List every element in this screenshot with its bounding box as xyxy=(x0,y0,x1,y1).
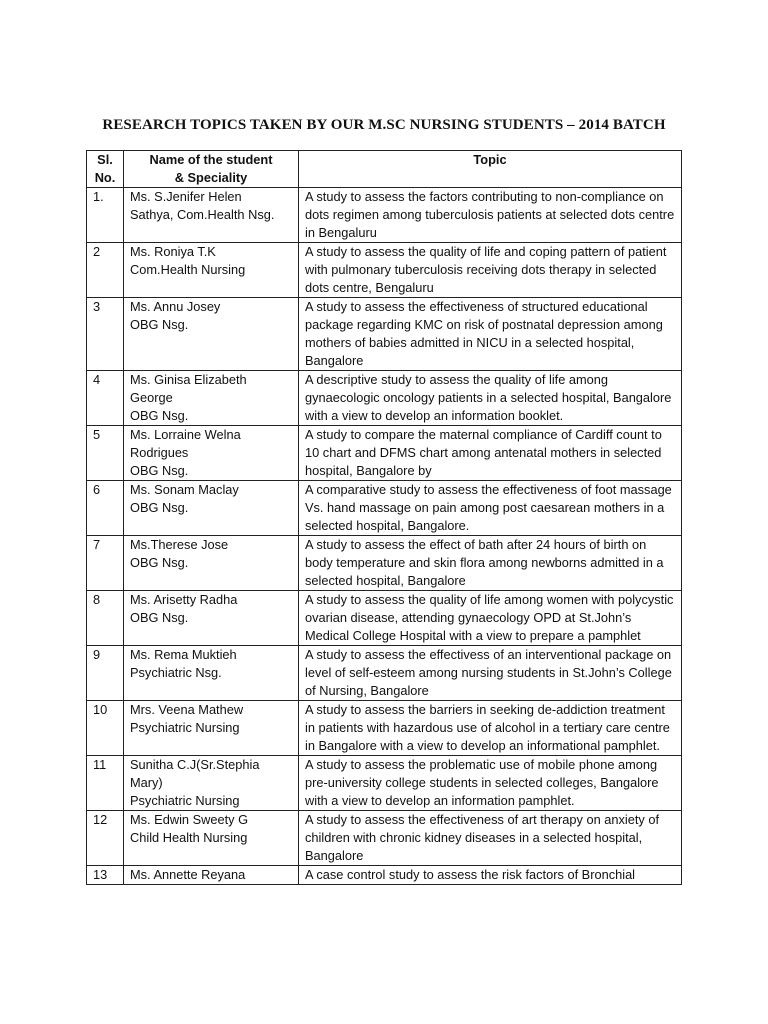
cell-sl-no: 8 xyxy=(87,591,124,646)
cell-topic: A study to compare the maternal compliance of Cardiff count to 10 chart and DFMS chart among antenatal mothers in selected hospital, Bangalore by xyxy=(299,426,682,481)
table-row xyxy=(87,591,682,646)
cell-topic: A study to assess the factors contributing to non-compliance on dots regimen among tuberculosis patients at selected dots centre in Bengaluru xyxy=(299,188,682,243)
cell-topic: A study to assess the problematic use of mobile phone among pre-university college students in selected colleges, Bangalore with a view to develop an information pamphlet. xyxy=(299,756,682,811)
cell-student-name: Mrs. Veena Mathew Psychiatric Nursing xyxy=(124,701,299,756)
table-row xyxy=(87,188,682,243)
table-row xyxy=(87,298,682,371)
cell-topic: A study to assess the barriers in seeking de-addiction treatment in patients with hazardous use of alcohol in a tertiary care centre in Bangalore with a view to develop an informational pamphlet. xyxy=(299,701,682,756)
table-row xyxy=(87,371,682,426)
cell-sl-no: 5 xyxy=(87,426,124,481)
cell-sl-no: 11 xyxy=(87,756,124,811)
cell-sl-no: 9 xyxy=(87,646,124,701)
table-row xyxy=(87,426,682,481)
cell-student-name: Ms. Edwin Sweety G Child Health Nursing xyxy=(124,811,299,866)
cell-student-name: Ms. Lorraine Welna Rodrigues OBG Nsg. xyxy=(124,426,299,481)
cell-sl-no: 4 xyxy=(87,371,124,426)
cell-student-name: Ms. Roniya T.K Com.Health Nursing xyxy=(124,243,299,298)
table-row xyxy=(87,243,682,298)
header-sl-no: Sl. No. xyxy=(87,151,124,188)
cell-student-name: Ms. Arisetty Radha OBG Nsg. xyxy=(124,591,299,646)
cell-student-name: Ms. Annu Josey OBG Nsg. xyxy=(124,298,299,371)
table-row xyxy=(87,536,682,591)
cell-topic: A study to assess the effectivess of an interventional package on level of self-esteem among nursing students in St.John’s College of Nursing, Bangalore xyxy=(299,646,682,701)
research-topics-table xyxy=(86,150,682,885)
cell-sl-no: 1. xyxy=(87,188,124,243)
cell-topic: A descriptive study to assess the quality of life among gynaecologic oncology patients in a selected hospital, Bangalore with a view to develop an information booklet. xyxy=(299,371,682,426)
cell-student-name: Ms. Ginisa Elizabeth George OBG Nsg. xyxy=(124,371,299,426)
cell-student-name: Ms.Therese Jose OBG Nsg. xyxy=(124,536,299,591)
cell-topic: A study to assess the quality of life and coping pattern of patient with pulmonary tuberculosis receiving dots therapy in selected dots centre, Bengaluru xyxy=(299,243,682,298)
cell-sl-no: 13 xyxy=(87,866,124,885)
cell-student-name: Ms. S.Jenifer Helen Sathya, Com.Health Nsg. xyxy=(124,188,299,243)
cell-topic: A comparative study to assess the effectiveness of foot massage Vs. hand massage on pain among post caesarean mothers in a selected hospital, Bangalore. xyxy=(299,481,682,536)
cell-sl-no: 12 xyxy=(87,811,124,866)
table-row xyxy=(87,866,682,885)
header-student-name: Name of the student & Speciality xyxy=(124,151,299,188)
table-row xyxy=(87,756,682,811)
table-row xyxy=(87,646,682,701)
cell-topic: A study to assess the effect of bath after 24 hours of birth on body temperature and skin flora among newborns admitted in a selected hospital, Bangalore xyxy=(299,536,682,591)
table-header-row xyxy=(87,151,682,188)
cell-sl-no: 7 xyxy=(87,536,124,591)
document-title: RESEARCH TOPICS TAKEN BY OUR M.SC NURSING STUDENTS – 2014 BATCH xyxy=(102,117,666,133)
cell-sl-no: 3 xyxy=(87,298,124,371)
table-row xyxy=(87,481,682,536)
cell-topic: A study to assess the effectiveness of art therapy on anxiety of children with chronic kidney diseases in a selected hospital, Bangalore xyxy=(299,811,682,866)
header-topic: Topic xyxy=(299,151,682,188)
cell-student-name: Ms. Sonam Maclay OBG Nsg. xyxy=(124,481,299,536)
cell-topic: A study to assess the quality of life among women with polycystic ovarian disease, attending gynaecology OPD at St.John’s Medical College Hospital with a view to prepare a pamphlet xyxy=(299,591,682,646)
cell-sl-no: 10 xyxy=(87,701,124,756)
cell-student-name: Ms. Annette Reyana xyxy=(124,866,299,885)
cell-topic: A study to assess the effectiveness of structured educational package regarding KMC on risk of postnatal depression among mothers of babies admitted in NICU in a selected hospital, Bangalore xyxy=(299,298,682,371)
cell-sl-no: 6 xyxy=(87,481,124,536)
table-row xyxy=(87,701,682,756)
cell-sl-no: 2 xyxy=(87,243,124,298)
cell-student-name: Sunitha C.J(Sr.Stephia Mary) Psychiatric Nursing xyxy=(124,756,299,811)
cell-topic: A case control study to assess the risk factors of Bronchial xyxy=(299,866,682,885)
cell-student-name: Ms. Rema Muktieh Psychiatric Nsg. xyxy=(124,646,299,701)
table-row xyxy=(87,811,682,866)
